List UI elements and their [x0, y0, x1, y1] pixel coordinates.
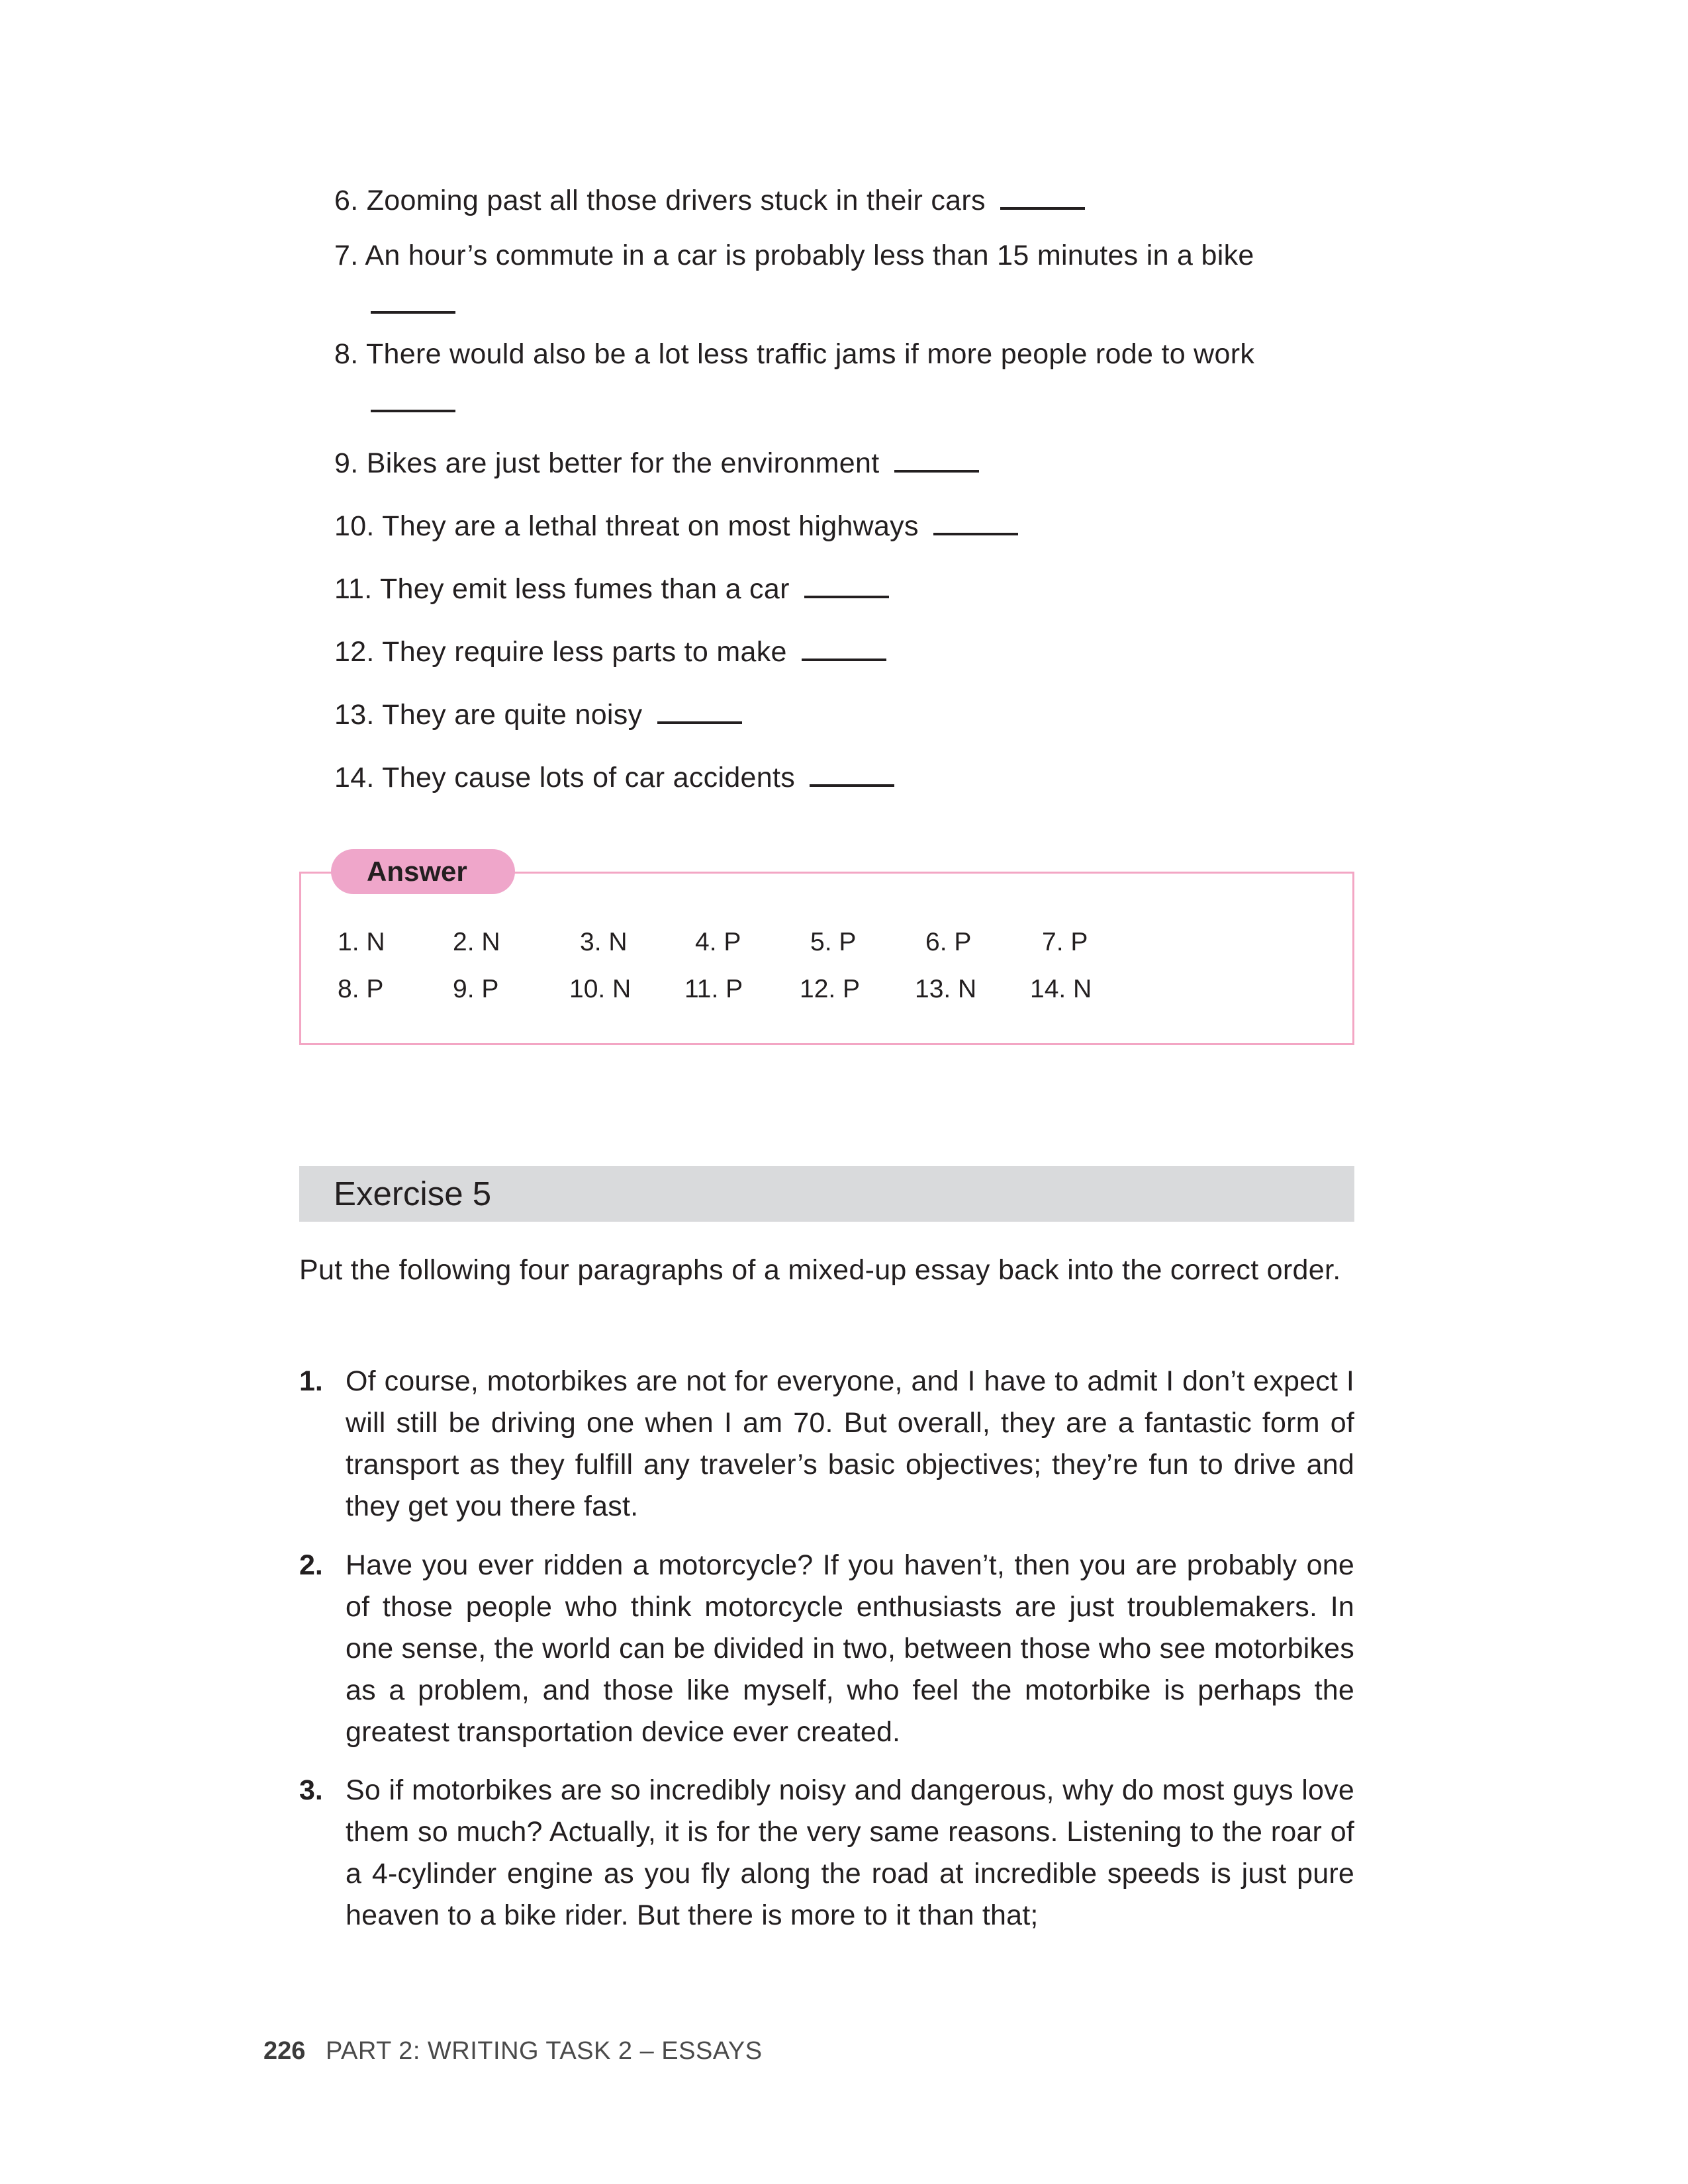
- statement-text: An hour’s commute in a car is probably less than 15 minutes in a bike: [365, 240, 1254, 271]
- answer-blank: [933, 510, 1018, 535]
- answer-blank: [894, 447, 979, 473]
- statement-11: [334, 561, 1354, 617]
- answer-item: 13. N: [915, 975, 977, 1003]
- essay-paragraph-1: [299, 1361, 1354, 1527]
- paragraph-number: 3.: [299, 1774, 323, 1806]
- answer-item: 4. P: [695, 928, 741, 956]
- answer-label: Answer: [331, 849, 515, 894]
- answer-item: 5. P: [810, 928, 857, 956]
- exercise-title: Exercise 5: [334, 1175, 492, 1212]
- statement-text: Bikes are just better for the environment: [366, 447, 880, 479]
- answer-blank: [804, 573, 889, 598]
- answer-item: 12. P: [800, 975, 861, 1003]
- answer-item: 11. P: [684, 975, 743, 1003]
- statement-7: [334, 227, 1354, 325]
- statement-text: There would also be a lot less traffic jams if more people rode to work: [365, 338, 1255, 370]
- section-title: PART 2: WRITING TASK 2 – ESSAYS: [325, 2037, 763, 2065]
- answer-blank: [802, 636, 886, 661]
- statement-text: They require less parts to make: [382, 636, 787, 668]
- page-number: 226: [263, 2037, 306, 2065]
- statement-text: They are a lethal threat on most highways: [382, 510, 919, 542]
- exercise-heading-bar: [299, 1166, 1354, 1222]
- statement-number: 12.: [334, 636, 375, 668]
- answer-item: 8. P: [338, 975, 384, 1003]
- exercise-instruction: Put the following four paragraphs of a mixed-up essay back into the correct order.: [299, 1254, 1341, 1286]
- statement-text: They cause lots of car accidents: [382, 762, 796, 794]
- essay-paragraph-2: [299, 1545, 1354, 1753]
- statement-number: 7.: [334, 240, 359, 271]
- statement-13: [334, 686, 1354, 743]
- statement-number: 13.: [334, 699, 375, 731]
- statement-6: [334, 172, 1354, 229]
- answer-blank: [1000, 185, 1085, 210]
- answer-item: 10. N: [569, 975, 632, 1003]
- answer-blank: [371, 387, 455, 412]
- statement-9: [334, 435, 1354, 492]
- statement-text: Zooming past all those drivers stuck in their cars: [366, 185, 986, 216]
- paragraph-number: 1.: [299, 1365, 323, 1397]
- answer-item: 1. N: [338, 928, 385, 956]
- statement-number: 10.: [334, 510, 375, 542]
- statement-number: 14.: [334, 762, 375, 794]
- paragraph-number: 2.: [299, 1549, 323, 1581]
- answer-item: 9. P: [453, 975, 499, 1003]
- statement-number: 6.: [334, 185, 359, 216]
- essay-paragraph-3: [299, 1770, 1354, 1936]
- statement-14: [334, 749, 1354, 806]
- statement-number: 8.: [334, 338, 359, 370]
- statement-number: 9.: [334, 447, 359, 479]
- paragraph-text: So if motorbikes are so incredibly noisy and dangerous, why do most guys love them so much? Actually, it is for the very same reasons. Listening to the roar of a 4-cylinder engine as you fly along the road at incredible speeds is just pure heaven to a bike rider. But there is more to it than that;: [346, 1774, 1354, 1931]
- statement-text: They emit less fumes than a car: [379, 573, 790, 605]
- statement-8: [334, 326, 1354, 424]
- answer-item: 14. N: [1030, 975, 1092, 1003]
- answer-item: 7. P: [1042, 928, 1088, 956]
- page-footer: [263, 2034, 763, 2068]
- answer-item: 2. N: [453, 928, 500, 956]
- paragraph-text: Of course, motorbikes are not for everyone, and I have to admit I don’t expect I will still be driving one when I am 70. But overall, they are a fantastic form of transport as they fulfill any traveler’s basic objectives; they’re fun to drive and they get you there fast.: [346, 1365, 1354, 1522]
- statement-10: [334, 498, 1354, 555]
- answer-blank: [371, 289, 455, 314]
- answer-blank: [810, 762, 894, 787]
- answer-blank: [657, 699, 742, 724]
- answer-item: 6. P: [925, 928, 972, 956]
- statement-12: [334, 623, 1354, 680]
- paragraph-text: Have you ever ridden a motorcycle? If you haven’t, then you are probably one of those people who think motorcycle enthusiasts are just troublemakers. In one sense, the world can be divided in two, between those who see motorbikes as a problem, and those like myself, who feel the motorbike is perhaps the greatest transportation device ever created.: [346, 1549, 1354, 1748]
- answer-item: 3. N: [580, 928, 628, 956]
- statement-text: They are quite noisy: [382, 699, 643, 731]
- statement-number: 11.: [334, 573, 373, 605]
